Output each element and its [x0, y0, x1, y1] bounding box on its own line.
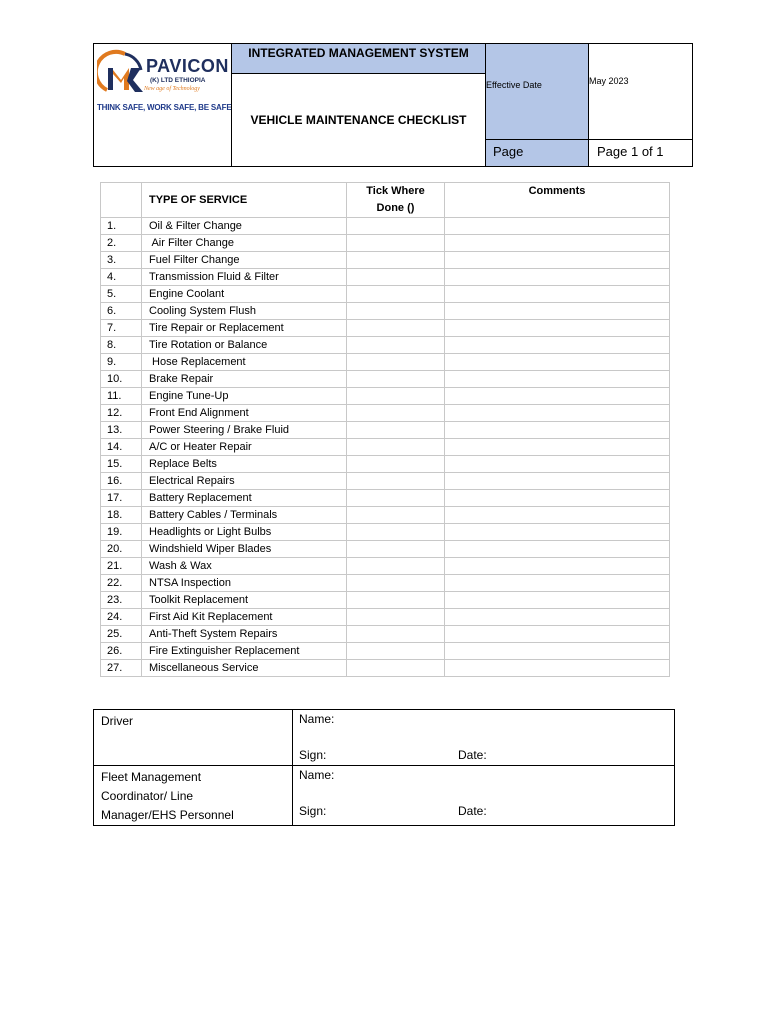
table-row — [101, 422, 670, 439]
fleet-manager-fields[interactable] — [293, 766, 675, 826]
table-row — [101, 252, 670, 269]
comments-cell[interactable] — [445, 626, 670, 643]
comments-cell[interactable] — [445, 592, 670, 609]
comments-cell[interactable] — [445, 388, 670, 405]
table-row — [101, 490, 670, 507]
col-tick-header-line1: Tick Where — [366, 185, 425, 197]
row-number: 6. — [101, 303, 142, 320]
page-number: Page 1 of 1 — [588, 139, 693, 167]
service-name: Brake Repair — [142, 371, 347, 388]
comments-cell[interactable] — [445, 558, 670, 575]
service-name: Engine Coolant — [142, 286, 347, 303]
table-row — [101, 235, 670, 252]
table-row — [101, 473, 670, 490]
fleet-name-label: Name: — [299, 768, 335, 782]
row-number: 14. — [101, 439, 142, 456]
row-number: 5. — [101, 286, 142, 303]
fleet-sign-label: Sign: — [299, 804, 327, 818]
brand-subtitle: (K) LTD ETHIOPIA — [150, 77, 206, 84]
row-number: 18. — [101, 507, 142, 524]
tick-cell[interactable] — [347, 439, 445, 456]
comments-cell[interactable] — [445, 609, 670, 626]
table-row — [101, 558, 670, 575]
tick-cell[interactable] — [347, 490, 445, 507]
row-number: 27. — [101, 660, 142, 677]
row-number: 15. — [101, 456, 142, 473]
comments-cell[interactable] — [445, 371, 670, 388]
tick-cell[interactable] — [347, 286, 445, 303]
tick-cell[interactable] — [347, 235, 445, 252]
service-name: Engine Tune-Up — [142, 388, 347, 405]
table-row — [101, 269, 670, 286]
row-number: 19. — [101, 524, 142, 541]
row-number: 10. — [101, 371, 142, 388]
comments-cell[interactable] — [445, 490, 670, 507]
row-number: 12. — [101, 405, 142, 422]
comments-cell[interactable] — [445, 405, 670, 422]
table-row — [101, 626, 670, 643]
table-row — [101, 507, 670, 524]
service-name: Fuel Filter Change — [142, 252, 347, 269]
comments-cell[interactable] — [445, 218, 670, 235]
comments-cell[interactable] — [445, 252, 670, 269]
comments-cell[interactable] — [445, 286, 670, 303]
tick-cell[interactable] — [347, 609, 445, 626]
row-number: 3. — [101, 252, 142, 269]
comments-cell[interactable] — [445, 303, 670, 320]
logo-cell — [93, 43, 232, 167]
service-name: Windshield Wiper Blades — [142, 541, 347, 558]
tick-cell[interactable] — [347, 575, 445, 592]
service-name: Transmission Fluid & Filter — [142, 269, 347, 286]
service-name: Cooling System Flush — [142, 303, 347, 320]
tick-cell[interactable] — [347, 524, 445, 541]
comments-cell[interactable] — [445, 422, 670, 439]
effective-date-label: Effective Date — [485, 43, 589, 140]
table-row — [101, 218, 670, 235]
col-comments-header: Comments — [445, 183, 670, 218]
page-label: Page — [485, 139, 589, 167]
table-row — [101, 575, 670, 592]
row-number: 13. — [101, 422, 142, 439]
service-name: Replace Belts — [142, 456, 347, 473]
driver-row — [94, 710, 675, 766]
driver-date-label: Date: — [458, 748, 487, 762]
service-name: Fire Extinguisher Replacement — [142, 643, 347, 660]
service-name: Battery Cables / Terminals — [142, 507, 347, 524]
pavicon-logo-icon — [97, 46, 147, 102]
tick-cell[interactable] — [347, 643, 445, 660]
table-row — [101, 541, 670, 558]
service-name: Oil & Filter Change — [142, 218, 347, 235]
comments-cell[interactable] — [445, 524, 670, 541]
fleet-manager-row — [94, 766, 675, 826]
row-number: 1. — [101, 218, 142, 235]
table-row — [101, 456, 670, 473]
fleet-manager-label — [94, 766, 293, 826]
table-row — [101, 286, 670, 303]
table-row — [101, 405, 670, 422]
comments-cell[interactable] — [445, 337, 670, 354]
col-tick-header — [347, 183, 445, 218]
comments-cell[interactable] — [445, 456, 670, 473]
tick-cell[interactable] — [347, 558, 445, 575]
comments-cell[interactable] — [445, 575, 670, 592]
comments-cell[interactable] — [445, 439, 670, 456]
table-row — [101, 320, 670, 337]
row-number: 21. — [101, 558, 142, 575]
table-row — [101, 337, 670, 354]
fleet-label-line2: Coordinator/ Line — [101, 789, 194, 803]
table-row — [101, 609, 670, 626]
service-name: Anti-Theft System Repairs — [142, 626, 347, 643]
table-row — [101, 439, 670, 456]
service-name: A/C or Heater Repair — [142, 439, 347, 456]
tick-cell[interactable] — [347, 218, 445, 235]
fleet-date-label: Date: — [458, 804, 487, 818]
brand-tagline: New age of Technology — [144, 86, 200, 92]
row-number: 9. — [101, 354, 142, 371]
checklist-body — [101, 218, 670, 677]
service-name: Toolkit Replacement — [142, 592, 347, 609]
table-row — [101, 371, 670, 388]
tick-cell[interactable] — [347, 422, 445, 439]
service-name: Air Filter Change — [142, 235, 347, 252]
row-number: 23. — [101, 592, 142, 609]
comments-cell[interactable] — [445, 354, 670, 371]
row-number: 2. — [101, 235, 142, 252]
document-title: VEHICLE MAINTENANCE CHECKLIST — [231, 73, 486, 167]
table-row — [101, 388, 670, 405]
tick-cell[interactable] — [347, 456, 445, 473]
comments-cell[interactable] — [445, 473, 670, 490]
service-name: Front End Alignment — [142, 405, 347, 422]
service-name: Hose Replacement — [142, 354, 347, 371]
col-tick-header-line2: Done () — [376, 202, 415, 214]
tick-cell[interactable] — [347, 405, 445, 422]
col-service-header: TYPE OF SERVICE — [142, 183, 347, 218]
row-number: 20. — [101, 541, 142, 558]
safety-slogan: THINK SAFE, WORK SAFE, BE SAFE — [97, 103, 232, 112]
row-number: 25. — [101, 626, 142, 643]
tick-cell[interactable] — [347, 303, 445, 320]
row-number: 26. — [101, 643, 142, 660]
row-number: 22. — [101, 575, 142, 592]
service-name: Miscellaneous Service — [142, 660, 347, 677]
service-checklist-table — [100, 182, 670, 677]
document-header — [93, 43, 693, 167]
table-row — [101, 303, 670, 320]
service-name: Power Steering / Brake Fluid — [142, 422, 347, 439]
tick-cell[interactable] — [347, 337, 445, 354]
service-name: Wash & Wax — [142, 558, 347, 575]
driver-label-text: Driver — [101, 714, 133, 728]
table-row — [101, 592, 670, 609]
comments-cell[interactable] — [445, 320, 670, 337]
tick-cell[interactable] — [347, 354, 445, 371]
tick-cell[interactable] — [347, 660, 445, 677]
system-title: INTEGRATED MANAGEMENT SYSTEM — [231, 43, 486, 74]
comments-cell[interactable] — [445, 660, 670, 677]
tick-cell[interactable] — [347, 473, 445, 490]
tick-cell[interactable] — [347, 592, 445, 609]
driver-name-label: Name: — [299, 712, 335, 726]
fleet-label-line1: Fleet Management — [101, 770, 202, 784]
row-number: 4. — [101, 269, 142, 286]
table-row — [101, 643, 670, 660]
driver-fields[interactable] — [293, 710, 675, 766]
comments-cell[interactable] — [445, 643, 670, 660]
service-name: Headlights or Light Bulbs — [142, 524, 347, 541]
tick-cell[interactable] — [347, 507, 445, 524]
comments-cell[interactable] — [445, 507, 670, 524]
service-name: NTSA Inspection — [142, 575, 347, 592]
service-name: Tire Rotation or Balance — [142, 337, 347, 354]
row-number: 11. — [101, 388, 142, 405]
tick-cell[interactable] — [347, 626, 445, 643]
effective-date-value: May 2023 — [588, 43, 693, 140]
service-name: Electrical Repairs — [142, 473, 347, 490]
table-row — [101, 354, 670, 371]
signoff-table — [93, 709, 675, 826]
row-number: 17. — [101, 490, 142, 507]
service-name: Tire Repair or Replacement — [142, 320, 347, 337]
tick-cell[interactable] — [347, 388, 445, 405]
driver-sign-label: Sign: — [299, 748, 327, 762]
tick-cell[interactable] — [347, 320, 445, 337]
tick-cell[interactable] — [347, 252, 445, 269]
col-number-header — [101, 183, 142, 218]
driver-label — [94, 710, 293, 766]
table-row — [101, 524, 670, 541]
row-number: 16. — [101, 473, 142, 490]
table-row — [101, 660, 670, 677]
tick-cell[interactable] — [347, 269, 445, 286]
row-number: 7. — [101, 320, 142, 337]
row-number: 24. — [101, 609, 142, 626]
checklist-header-row — [101, 183, 670, 218]
comments-cell[interactable] — [445, 235, 670, 252]
service-name: Battery Replacement — [142, 490, 347, 507]
brand-name: PAVICON — [146, 56, 229, 76]
service-name: First Aid Kit Replacement — [142, 609, 347, 626]
comments-cell[interactable] — [445, 541, 670, 558]
comments-cell[interactable] — [445, 269, 670, 286]
fleet-label-line3: Manager/EHS Personnel — [101, 808, 234, 822]
row-number: 8. — [101, 337, 142, 354]
tick-cell[interactable] — [347, 371, 445, 388]
tick-cell[interactable] — [347, 541, 445, 558]
